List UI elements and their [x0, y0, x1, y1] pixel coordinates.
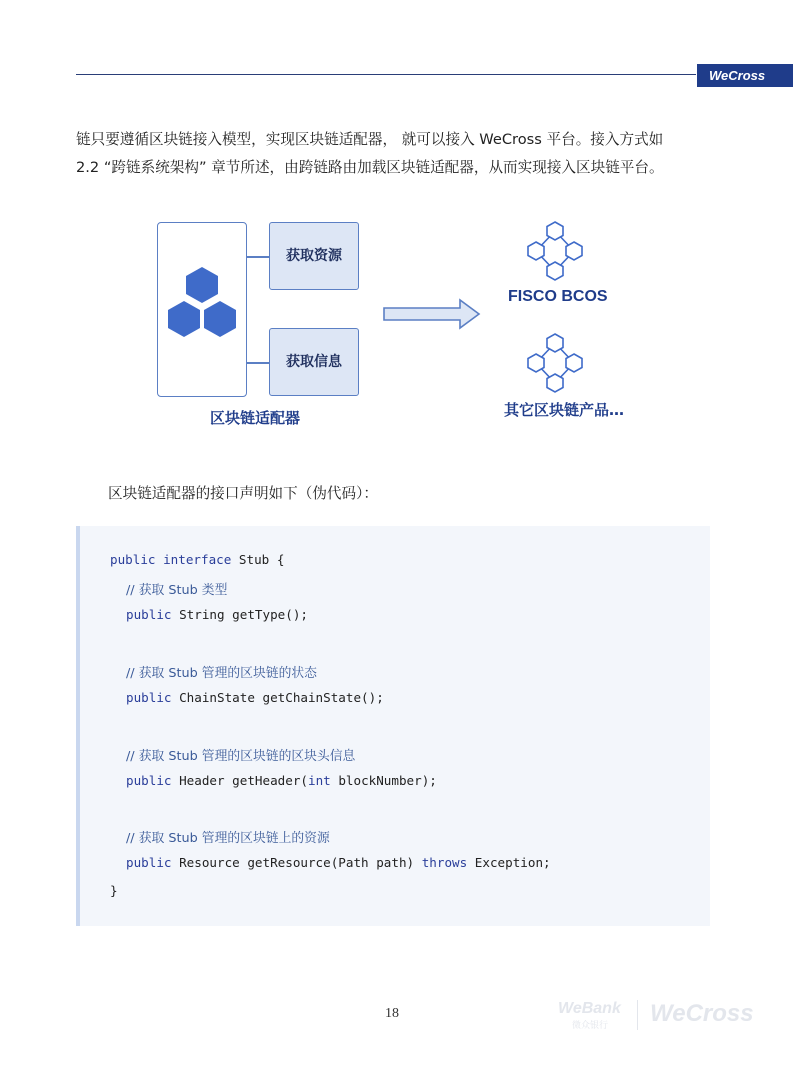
webank-watermark: WeBank	[558, 1000, 621, 1017]
chain-label-other: 其它区块链产品…	[504, 401, 625, 419]
wecross-watermark: WeCross	[650, 1000, 754, 1027]
right-arrow-icon	[382, 298, 482, 330]
code-text: Resource getResource(Path path)	[171, 855, 422, 870]
code-comment: // 获取 Stub 类型	[126, 583, 228, 598]
keyword: interface	[163, 552, 232, 567]
code-comment: // 获取 Stub 管理的区块链的状态	[126, 666, 317, 681]
keyword: public	[126, 773, 172, 788]
intro-line-1: 链只要遵循区块链接入模型，实现区块链适配器， 就可以接入 WeCross 平台。接入方式如	[76, 131, 664, 148]
feature-box-get-info: 获取信息	[269, 328, 359, 396]
code-comment: // 获取 Stub 管理的区块链上的资源	[126, 831, 330, 846]
hexagon-top	[186, 267, 218, 303]
header-rule	[76, 74, 696, 75]
keyword: public	[126, 855, 172, 870]
code-text: Stub {	[231, 552, 285, 567]
keyword: public	[126, 607, 172, 622]
code-line	[126, 690, 384, 705]
code-line: }	[110, 883, 118, 898]
intro-line-2: 2.2 “跨链系统架构” 章节所述，由跨链路由加载区块链适配器，从而实现接入区块链平台。	[76, 159, 664, 176]
keyword: int	[307, 773, 331, 788]
code-text: Header getHeader(	[171, 773, 308, 788]
feature-box-get-resource: 获取资源	[269, 222, 359, 290]
keyword: public	[110, 552, 156, 567]
hexagon-left	[168, 301, 200, 337]
code-line	[126, 773, 437, 788]
code-line	[110, 552, 284, 567]
code-text: Exception;	[467, 855, 551, 870]
blockchain-network-icon	[520, 330, 590, 396]
hexagon-right	[204, 301, 236, 337]
blockchain-network-icon	[520, 218, 590, 284]
code-line	[126, 855, 551, 870]
watermark-divider	[637, 1000, 638, 1030]
page-number: 18	[385, 1006, 399, 1021]
keyword: throws	[421, 855, 468, 870]
code-text: blockNumber);	[330, 773, 437, 788]
keyword: public	[126, 690, 172, 705]
connector-bottom	[247, 362, 269, 364]
code-block	[76, 526, 710, 926]
code-text: String getType();	[171, 607, 308, 622]
adapter-diagram	[150, 215, 650, 435]
wecross-logo: WeCross	[697, 64, 793, 87]
chain-label-fisco-bcos: FISCO BCOS	[508, 288, 608, 305]
adapter-box	[157, 222, 247, 397]
connector-top	[247, 256, 269, 258]
webank-watermark-sub: 微众银行	[572, 1021, 609, 1031]
code-line	[126, 607, 308, 622]
code-intro: 区块链适配器的接口声明如下（伪代码）：	[108, 485, 378, 502]
adapter-label: 区块链适配器	[210, 409, 301, 427]
code-comment: // 获取 Stub 管理的区块链的区块头信息	[126, 749, 356, 764]
code-text: ChainState getChainState();	[171, 690, 384, 705]
hexagon-cluster-icon	[156, 221, 246, 396]
